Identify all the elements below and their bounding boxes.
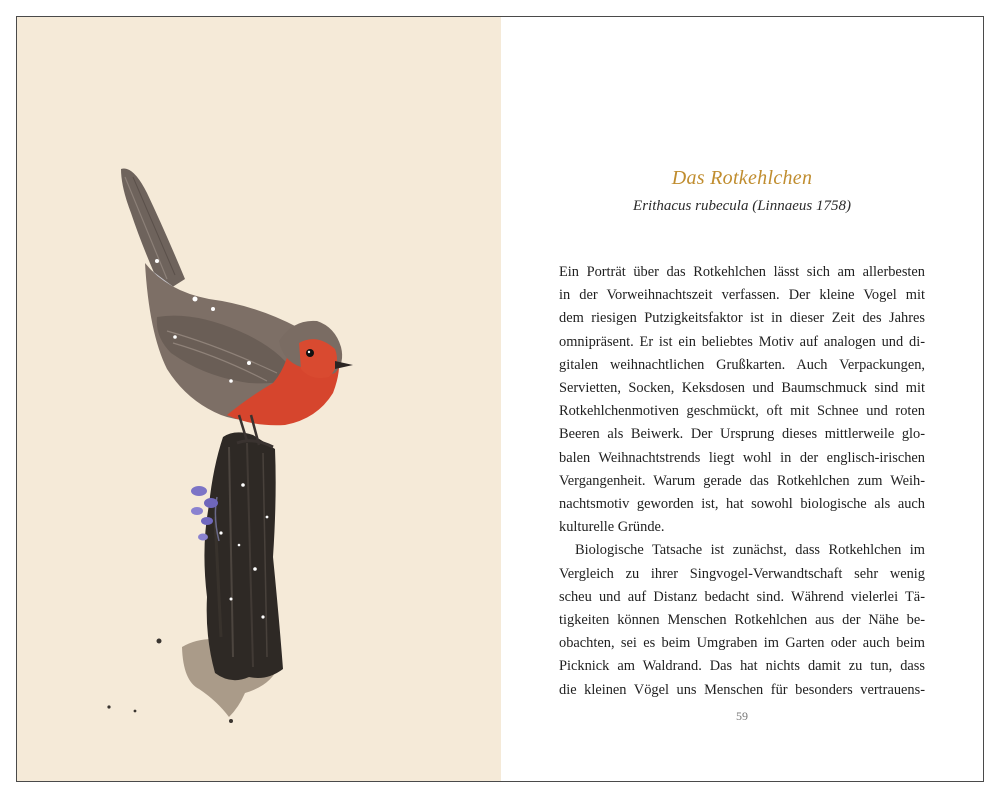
text-line: nachtsmotiv geworden ist, hat sowohl biologische als auch [559,496,925,513]
body-text [559,261,925,702]
text-line: scheu und auf Distanz bedacht sind. Während vielerlei Tä- [559,588,925,605]
page-title: Das Rotkehlchen [671,167,813,189]
text-line: dem riesigen Putzigkeitsfaktor ist in dieser Zeit des Jahres [559,310,925,327]
paragraph-1 [559,261,925,539]
text-line: Beeren als Beiwerk. Der Ursprung dieses mittlerweile glo- [559,426,925,443]
text-line: Biologische Tatsache ist zunächst, dass Rotkehlchen im [575,542,925,559]
text-line: die kleinen Vögel uns Menschen für besonders vertrauens- [559,681,925,698]
robin-bird [121,169,353,448]
text-line: Vergleich zu ihrer Singvogel-Verwandtschaft sehr wenig [559,565,925,582]
page-number: 59 [736,709,748,723]
text-line: balen Weihnachtstrends liegt wohl in der englisch-irischen [559,449,925,466]
illustration-page [17,17,501,781]
book-spread [16,16,984,782]
scientific-name: Erithacus rubecula (Linnaeus 1758) [633,198,851,214]
text-line: Rotkehlchenmotiven geschmückt, oft mit Schnee und roten [559,403,925,420]
text-line: tigkeiten können Menschen Rotkehlchen aus der Nähe be- [559,612,925,629]
text-line: obachten, sei es beim Umgraben im Garten oder auch beim [559,635,925,652]
text-line: kulturelle Gründe. [559,519,665,536]
wooden-post [204,432,283,680]
robin-illustration [17,17,501,782]
text-line: gitalen weihnachtlichen Grußkarten. Auch Verpackungen, [559,356,925,373]
text-line: Vergangenheit. Warum gerade das Rotkehlchen zum Weih- [559,472,925,489]
text-line: Ein Porträt über das Rotkehlchen lässt sich am allerbesten [559,264,925,280]
text-line: in der Vorweihnachtszeit verfassen. Der kleine Vogel mit [559,287,925,304]
text-line: Servietten, Socken, Keksdosen und Baumschmuck sind mit [559,380,925,397]
paragraph-2 [559,539,925,701]
text-line: omnipräsent. Er ist ein beliebtes Motiv auf analogen und di- [559,333,925,350]
text-page [501,17,983,781]
text-line: Picknick am Waldrand. Das hat nichts damit zu tun, dass [559,658,925,675]
